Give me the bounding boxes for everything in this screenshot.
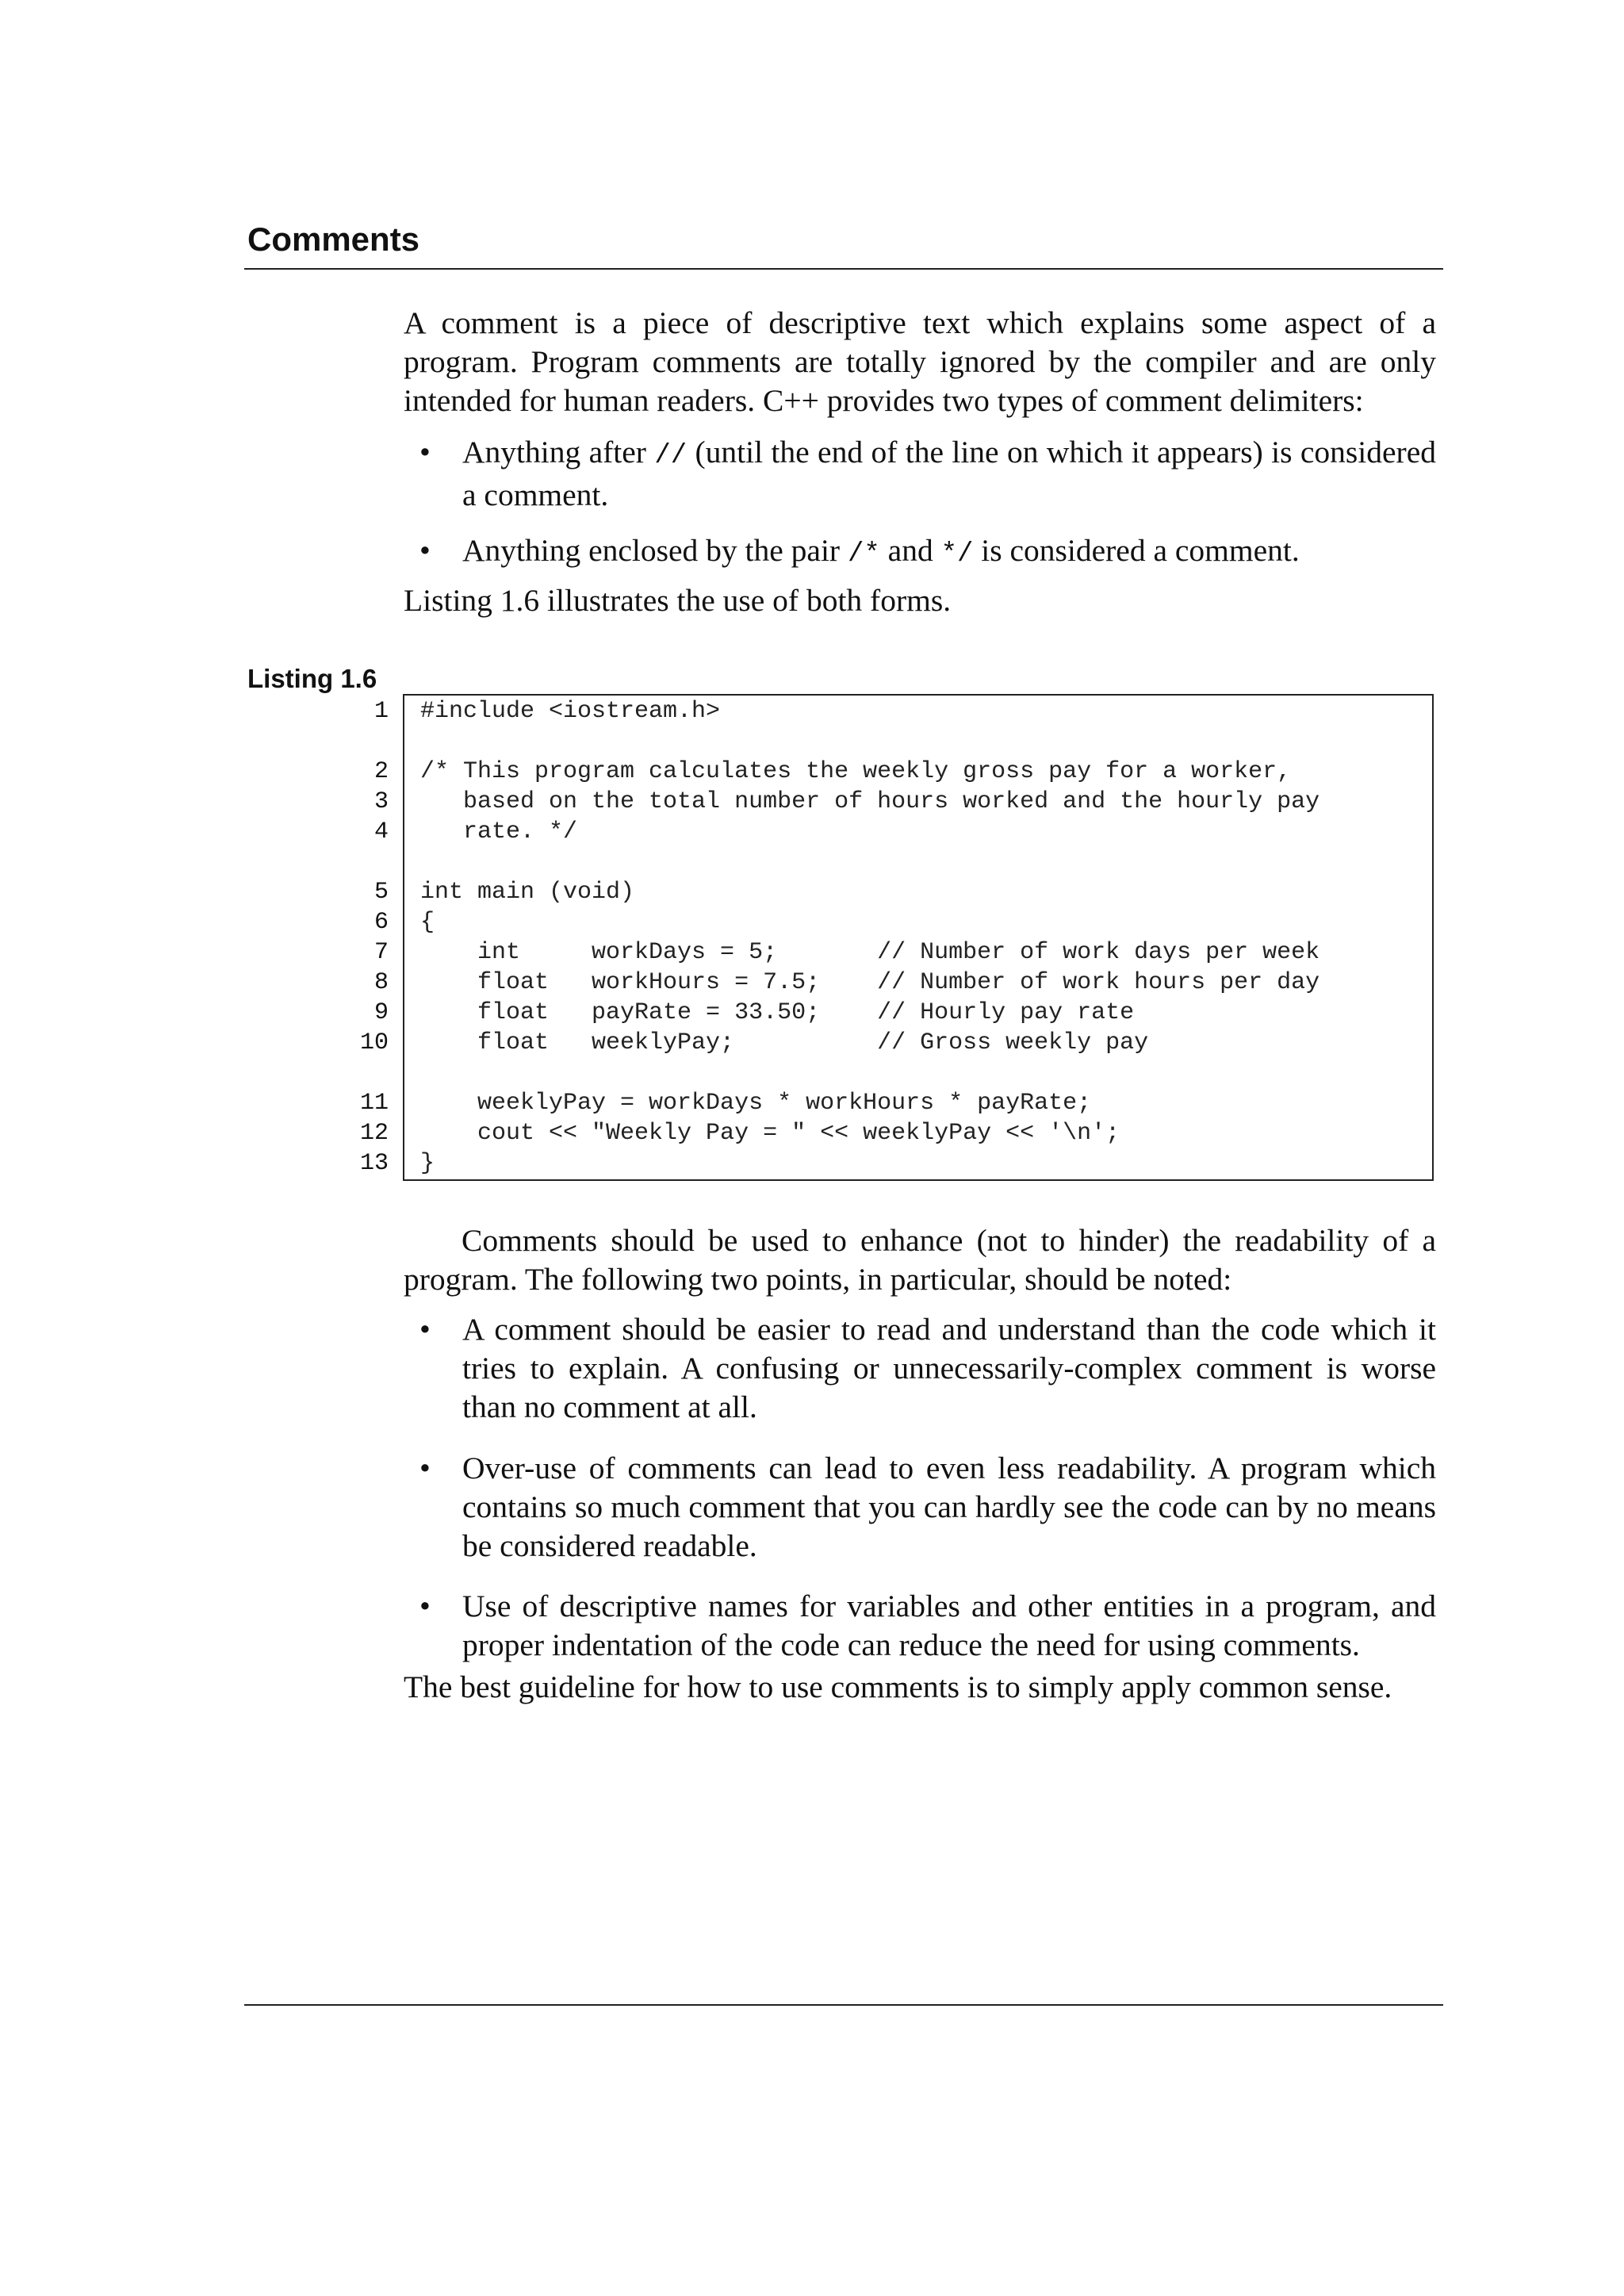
bullet-text: (until the end of the line on which it appears) is considered a comment.	[462, 435, 1436, 512]
line-number: 5	[373, 879, 389, 906]
bullet-dot: •	[419, 1312, 431, 1347]
line-number: 11	[359, 1090, 389, 1117]
code-line: based on the total number of hours worked and the hourly pay	[420, 788, 1320, 815]
line-number: 12	[359, 1120, 389, 1147]
code-line: {	[420, 909, 435, 936]
bullet-text: Over-use of comments can lead to even less readability. A program which contains so much comment that you can hardly see the code can by no means be considered readable.	[462, 1451, 1436, 1563]
code-line: weeklyPay = workDays * workHours * payRate;	[420, 1090, 1092, 1117]
line-number: 8	[373, 969, 389, 996]
heading-rule	[244, 268, 1443, 270]
guidance-paragraph: Comments should be used to enhance (not to hinder) the readability of a program. The following two points, in particular, should be noted:	[404, 1223, 1436, 1297]
closing-paragraph: The best guideline for how to use comments is to simply apply common sense.	[404, 1669, 1392, 1704]
bullet-dot: •	[419, 435, 431, 470]
code-token: /*	[847, 539, 880, 569]
code-line: /* This program calculates the weekly gross pay for a worker,	[420, 758, 1292, 785]
line-number: 9	[373, 999, 389, 1026]
bullet-block-comment	[404, 531, 1436, 574]
code-line: cout << "Weekly Pay = " << weeklyPay << '\n';	[420, 1120, 1120, 1147]
bullet-overuse	[404, 1449, 1436, 1566]
bullet-readability	[404, 1310, 1436, 1427]
bullet-text: Anything after	[462, 435, 655, 470]
code-line: rate. */	[420, 818, 578, 845]
code-line: int workDays = 5; // Number of work days per week	[420, 939, 1320, 966]
code-line: }	[420, 1150, 435, 1177]
code-token: */	[940, 539, 974, 569]
bullet-line-comment	[404, 433, 1436, 515]
code-line: int main (void)	[420, 879, 635, 906]
bullet-text: and	[879, 533, 941, 568]
line-number: 1	[373, 698, 389, 725]
bullet-text: A comment should be easier to read and understand than the code which it tries to explain. A confusing or unnecessarily-complex comment is worse than no comment at all.	[462, 1312, 1436, 1424]
listing-reference: Listing 1.6 illustrates the use of both forms.	[404, 583, 952, 618]
bullet-dot: •	[419, 1589, 431, 1623]
footer-rule	[244, 2004, 1443, 2006]
line-number: 7	[373, 939, 389, 966]
code-token: //	[654, 441, 688, 471]
line-number: 2	[373, 758, 389, 785]
bullet-dot: •	[419, 533, 431, 568]
section-heading: Comments	[247, 220, 420, 258]
bullet-dot: •	[419, 1451, 431, 1485]
intro-paragraph: A comment is a piece of descriptive text which explains some aspect of a program. Program comments are totally ignored by the compiler and are only intended for human readers. C++ provides two types of comment delimiters:	[404, 305, 1436, 418]
listing-label: Listing 1.6	[247, 664, 377, 693]
code-line: float payRate = 33.50; // Hourly pay rate	[420, 999, 1135, 1026]
line-number: 3	[373, 788, 389, 815]
bullet-text: Anything enclosed by the pair	[462, 533, 848, 568]
code-line: float weeklyPay; // Gross weekly pay	[420, 1029, 1149, 1056]
line-number: 10	[359, 1029, 389, 1056]
bullet-descriptive-names	[404, 1587, 1436, 1665]
bullet-text: Use of descriptive names for variables and other entities in a program, and proper indentation of the code can reduce the need for using comments.	[462, 1589, 1436, 1662]
bullet-text: is considered a comment.	[973, 533, 1300, 568]
code-line: float workHours = 7.5; // Number of work hours per day	[420, 969, 1320, 996]
line-number: 6	[373, 909, 389, 936]
line-number: 4	[373, 818, 389, 845]
code-line: #include <iostream.h>	[420, 698, 721, 725]
line-number: 13	[359, 1150, 389, 1177]
